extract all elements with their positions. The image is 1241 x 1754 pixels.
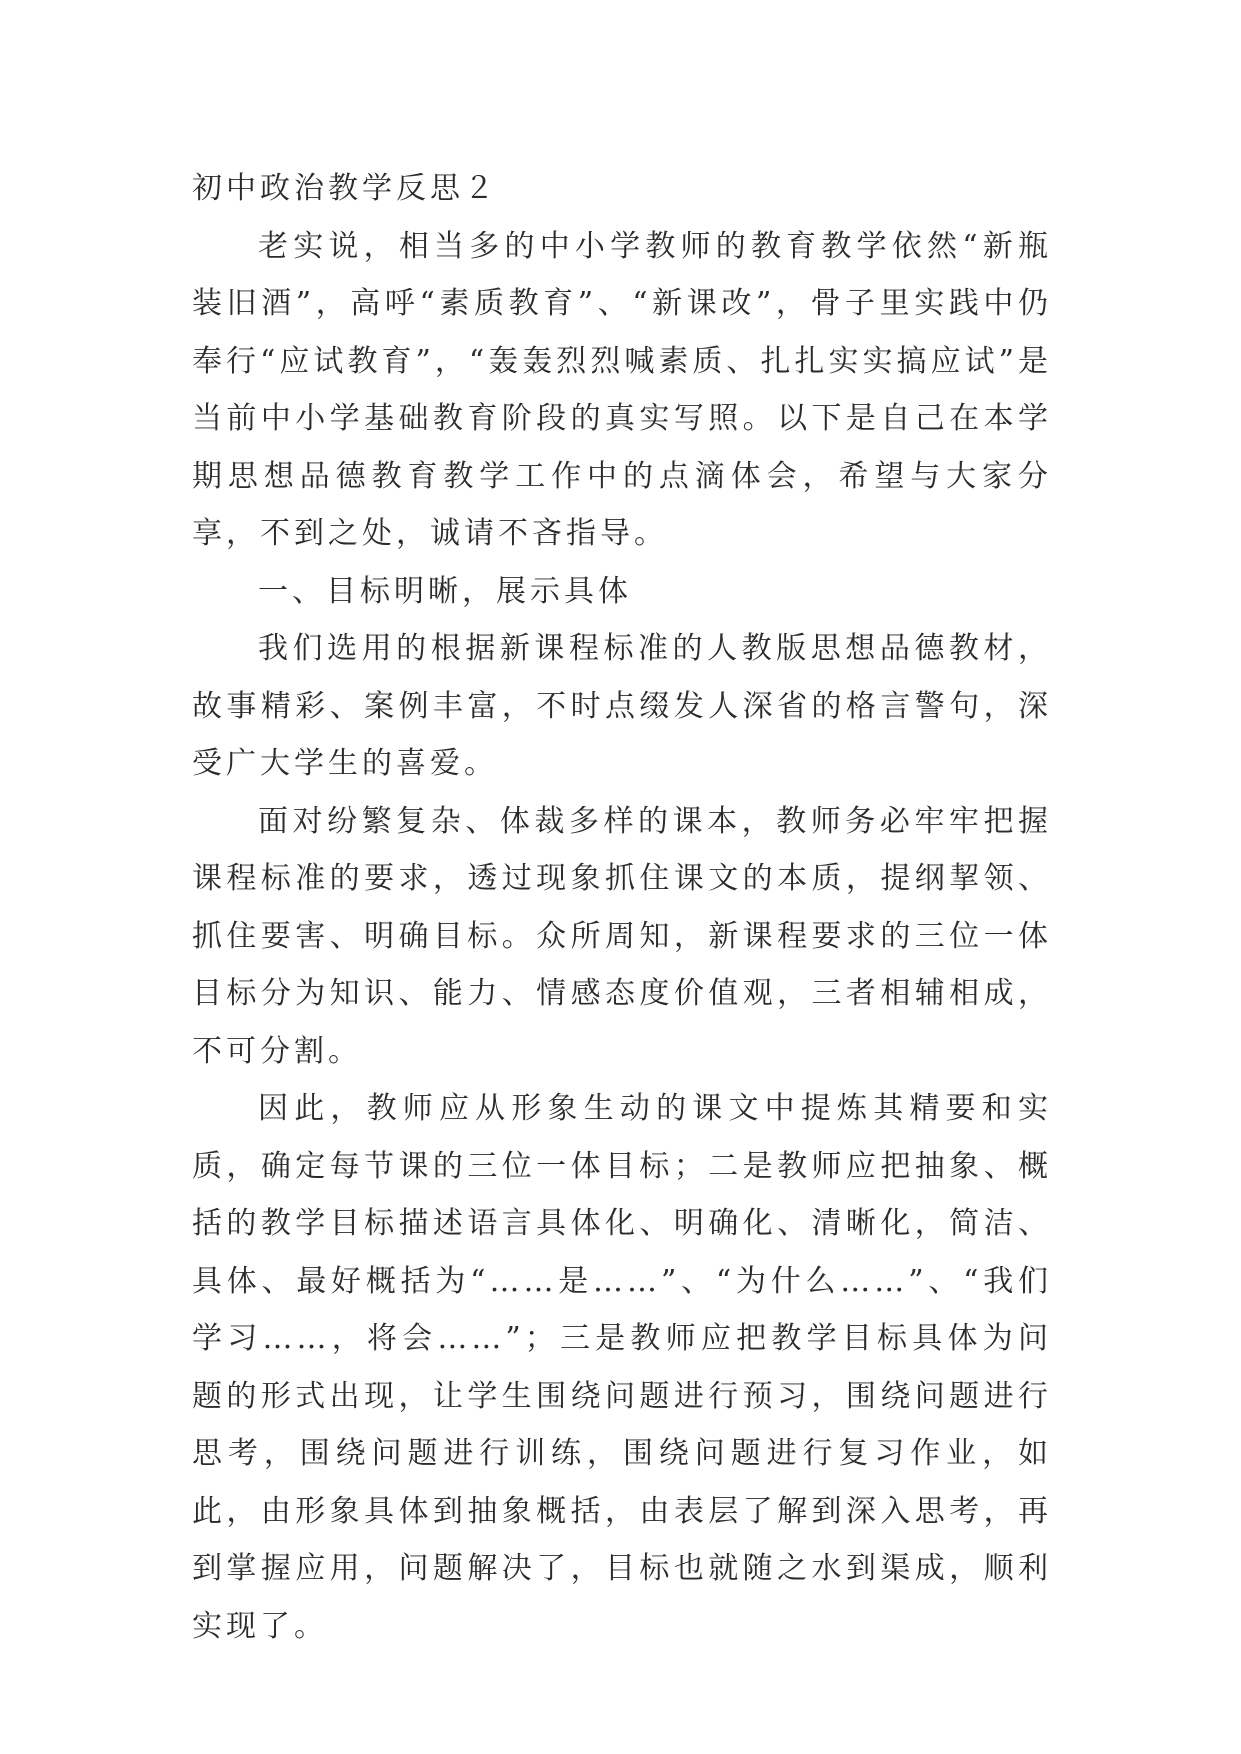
section-heading-1: 一、目标明晰，展示具体 — [258, 573, 632, 609]
paragraph-methods: 因此，教师应从形象生动的课文中提炼其精要和实质，确定每节课的三位一体目标；二是教师应把抽象、概括的教学目标描述语言具体化、明确化、清晰化，简洁、具体、最好概括为“……是……”、“为什么……”、“我们学习……，将会……”；三是教师应把教学目标具体为问题的形式出现，让学生围绕问题进行预习，围绕问题进行思考，围绕问题进行训练，围绕问题进行复习作业，如此，由形象具体到抽象概括，由表层了解到深入思考，再到掌握应用，问题解决了，目标也就随之水到渠成，顺利实现了。 — [192, 1091, 1052, 1644]
paragraph-textbook: 我们选用的根据新课程标准的人教版思想品德教材，故事精彩、案例丰富，不时点缀发人深省的格言警句，深受广大学生的喜爱。 — [192, 631, 1052, 781]
document-body — [192, 160, 1052, 1655]
paragraph-objectives: 面对纷繁复杂、体裁多样的课本，教师务必牢牢把握课程标准的要求，透过现象抓住课文的本质，提纲挈领、抓住要害、明确目标。众所周知，新课程要求的三位一体目标分为知识、能力、情感态度价值观，三者相辅相成，不可分割。 — [192, 803, 1052, 1069]
paragraph-intro: 老实说，相当多的中小学教师的教育教学依然“新瓶装旧酒”，高呼“素质教育”、“新课改”，骨子里实践中仍奉行“应试教育”，“轰轰烈烈喊素质、扎扎实实搞应试”是当前中小学基础教育阶段的真实写照。以下是自己在本学期思想品德教育教学工作中的点滴体会，希望与大家分享，不到之处，诚请不吝指导。 — [192, 228, 1052, 551]
document-title: 初中政治教学反思２ — [192, 171, 498, 206]
